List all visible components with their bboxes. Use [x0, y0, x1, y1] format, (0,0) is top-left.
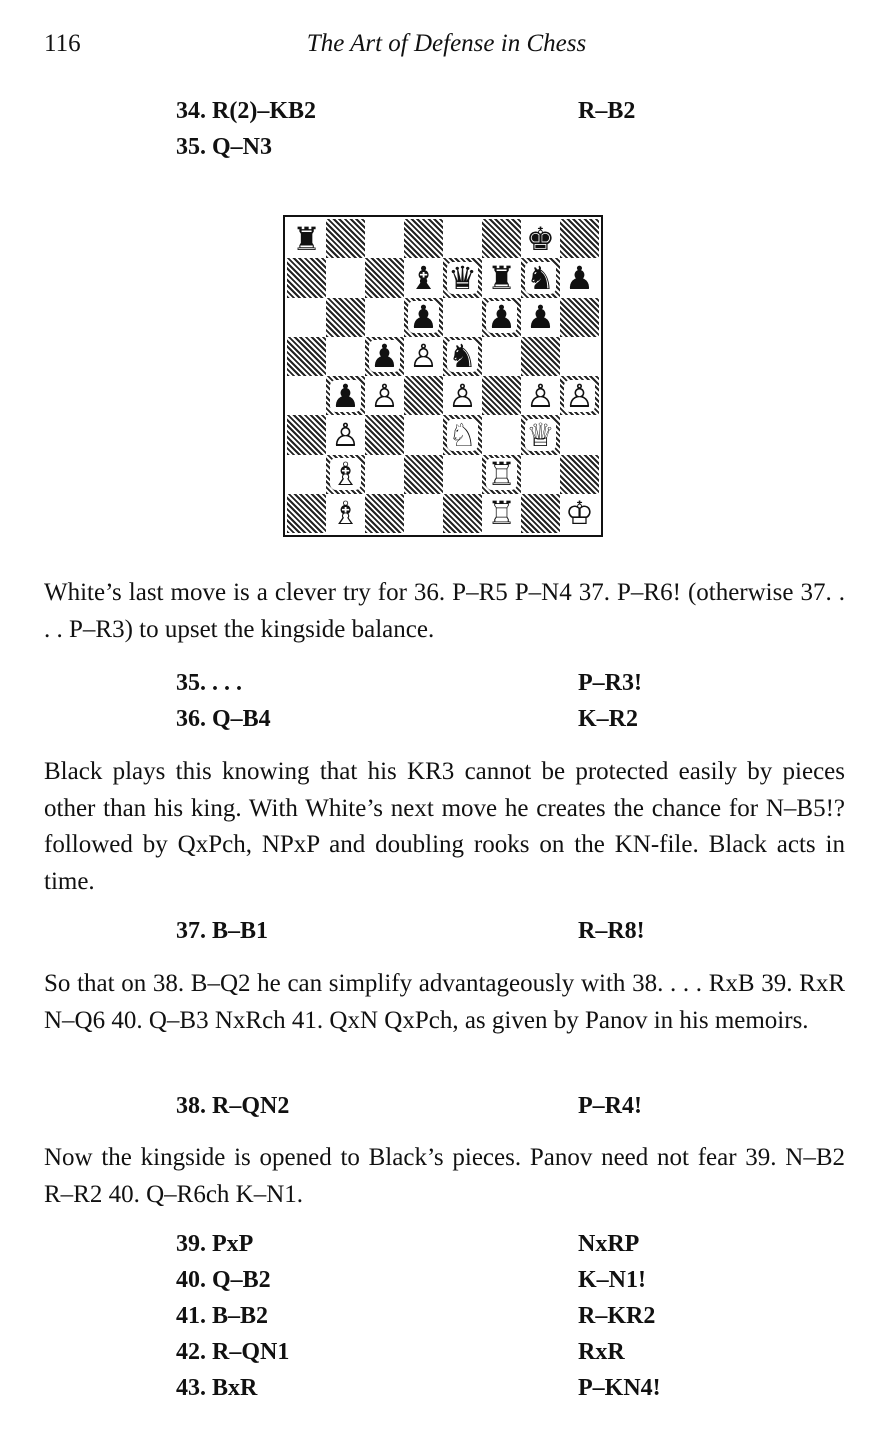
black-move: K–R2 — [578, 706, 638, 732]
board-square — [365, 298, 404, 337]
move-row — [176, 129, 736, 165]
board-square — [482, 376, 521, 415]
board-square — [521, 298, 560, 337]
board-square — [521, 258, 560, 297]
board-square — [521, 415, 560, 454]
black-move: P–R3! — [578, 670, 642, 696]
board-square — [287, 494, 326, 533]
move-row — [176, 913, 736, 949]
move-list-3 — [176, 913, 736, 949]
white-move: 38. R–QN2 — [176, 1093, 290, 1119]
white-king-icon: ♔ — [565, 494, 594, 533]
black-king-icon: ♚ — [526, 219, 555, 258]
board-square — [443, 494, 482, 533]
running-title: The Art of Defense in Chess — [306, 30, 587, 57]
board-square — [404, 298, 443, 337]
board-square — [365, 219, 404, 258]
board-square — [404, 219, 443, 258]
white-rook-icon: ♖ — [487, 455, 516, 494]
black-pawn-icon: ♟ — [331, 376, 360, 415]
board-square — [443, 298, 482, 337]
move-list-2 — [176, 665, 736, 737]
move-list-5 — [176, 1226, 736, 1406]
black-move: K–N1! — [578, 1267, 646, 1293]
board-square — [326, 219, 365, 258]
black-move: R–R8! — [578, 918, 645, 944]
board-square — [365, 415, 404, 454]
board-square — [560, 455, 599, 494]
move-row — [176, 1298, 736, 1334]
black-move: RxR — [578, 1339, 625, 1365]
black-rook-icon: ♜ — [292, 219, 321, 258]
board-square — [365, 376, 404, 415]
board-square — [326, 298, 365, 337]
board-square — [482, 298, 521, 337]
commentary-paragraph: White’s last move is a clever try for 36. P–R5 P–N4 37. P–R6! (otherwise 37. . . . P–R3) to upset the kingside balance. — [44, 579, 845, 643]
white-move: 35. Q–N3 — [176, 134, 272, 160]
white-move: 40. Q–B2 — [176, 1267, 271, 1293]
white-move: 41. B–B2 — [176, 1303, 269, 1329]
black-pawn-icon: ♟ — [370, 337, 399, 376]
commentary-paragraph: Black plays this knowing that his KR3 cannot be protected easily by pieces other than his king. With White’s next move he creates the chance for N–B5!? followed by QxPch, NPxP and doubling rooks on the KN-file. Black acts in time. — [44, 758, 845, 895]
board-square — [482, 415, 521, 454]
black-move: R–B2 — [578, 98, 636, 124]
black-pawn-icon: ♟ — [487, 298, 516, 337]
white-move: 43. BxR — [176, 1375, 258, 1401]
board-square — [560, 298, 599, 337]
black-pawn-icon: ♟ — [526, 298, 555, 337]
board-square — [365, 494, 404, 533]
board-square — [404, 455, 443, 494]
board-square — [521, 455, 560, 494]
board-square — [521, 376, 560, 415]
board-square — [287, 415, 326, 454]
board-square — [326, 455, 365, 494]
black-move: NxRP — [578, 1231, 640, 1257]
board-square — [560, 376, 599, 415]
white-pawn-icon: ♙ — [448, 376, 477, 415]
board-square — [443, 219, 482, 258]
board-square — [287, 298, 326, 337]
board-square — [482, 494, 521, 533]
board-square — [365, 258, 404, 297]
board-square — [560, 258, 599, 297]
board-square — [326, 415, 365, 454]
white-move: 39. PxP — [176, 1231, 254, 1257]
board-square — [482, 455, 521, 494]
move-row — [176, 1262, 736, 1298]
board-square — [521, 494, 560, 533]
board-square — [404, 337, 443, 376]
board-square — [287, 219, 326, 258]
board-square — [404, 415, 443, 454]
white-queen-icon: ♕ — [526, 415, 555, 454]
black-move: R–KR2 — [578, 1303, 656, 1329]
board-square — [443, 376, 482, 415]
move-list-1 — [176, 93, 736, 165]
white-pawn-icon: ♙ — [331, 415, 360, 454]
move-row — [176, 93, 736, 129]
black-bishop-icon: ♝ — [409, 258, 438, 297]
move-row — [176, 1088, 736, 1124]
board-square — [404, 494, 443, 533]
board-square — [365, 455, 404, 494]
move-row — [176, 1226, 736, 1262]
white-bishop-icon: ♗ — [331, 455, 360, 494]
white-knight-icon: ♘ — [448, 415, 477, 454]
move-row — [176, 1334, 736, 1370]
board-square — [560, 337, 599, 376]
white-pawn-icon: ♙ — [370, 376, 399, 415]
white-pawn-icon: ♙ — [526, 376, 555, 415]
board-square — [326, 337, 365, 376]
commentary-paragraph: So that on 38. B–Q2 he can simplify advantageously with 38. . . . RxB 39. RxR N–Q6 40. Q–B3 NxRch 41. QxN QxPch, as given by Panov in his memoirs. — [44, 970, 845, 1034]
board-square — [560, 494, 599, 533]
commentary-paragraph: Now the kingside is opened to Black’s pieces. Panov need not fear 39. N–B2 R–R2 40. Q–R6ch K–N1. — [44, 1144, 845, 1208]
black-queen-icon: ♛ — [448, 258, 477, 297]
black-pawn-icon: ♟ — [409, 298, 438, 337]
board-square — [443, 415, 482, 454]
white-rook-icon: ♖ — [487, 494, 516, 533]
chess-diagram — [283, 215, 603, 537]
board-square — [287, 376, 326, 415]
move-row — [176, 1370, 736, 1406]
board-square — [287, 258, 326, 297]
board-square — [326, 494, 365, 533]
board-square — [326, 376, 365, 415]
white-move: 35. . . . — [176, 670, 242, 696]
black-knight-icon: ♞ — [448, 337, 477, 376]
white-bishop-icon: ♗ — [331, 494, 360, 533]
page-number: 116 — [44, 30, 81, 57]
move-row — [176, 701, 736, 737]
board-square — [404, 376, 443, 415]
black-move: P–R4! — [578, 1093, 642, 1119]
black-rook-icon: ♜ — [487, 258, 516, 297]
board-square — [287, 455, 326, 494]
black-pawn-icon: ♟ — [565, 258, 594, 297]
board-grid — [287, 219, 599, 533]
board-square — [404, 258, 443, 297]
black-knight-icon: ♞ — [526, 258, 555, 297]
board-square — [482, 337, 521, 376]
board-square — [443, 455, 482, 494]
white-move: 37. B–B1 — [176, 918, 269, 944]
move-row — [176, 665, 736, 701]
white-move: 36. Q–B4 — [176, 706, 271, 732]
board-square — [443, 258, 482, 297]
board-square — [521, 219, 560, 258]
white-pawn-icon: ♙ — [409, 337, 438, 376]
board-square — [521, 337, 560, 376]
move-list-4 — [176, 1088, 736, 1124]
board-square — [326, 258, 365, 297]
board-square — [482, 219, 521, 258]
black-move: P–KN4! — [578, 1375, 661, 1401]
white-move: 34. R(2)–KB2 — [176, 98, 316, 124]
board-square — [287, 337, 326, 376]
board-square — [560, 219, 599, 258]
board-square — [482, 258, 521, 297]
board-square — [443, 337, 482, 376]
white-pawn-icon: ♙ — [565, 376, 594, 415]
board-square — [560, 415, 599, 454]
board-square — [365, 337, 404, 376]
white-move: 42. R–QN1 — [176, 1339, 290, 1365]
